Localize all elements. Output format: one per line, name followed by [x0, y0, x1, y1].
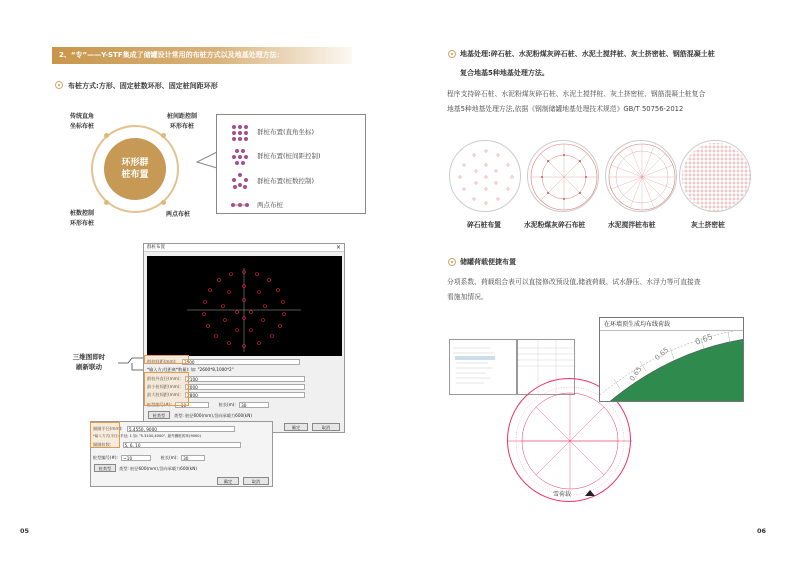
highlight-box	[144, 372, 189, 406]
load-value-label: 0.65	[653, 345, 671, 363]
bullet-icon	[448, 258, 456, 266]
foundation-text-line1: 程序支持碎石桩、水泥粉煤灰碎石桩、水泥土搅拌桩、灰土挤密桩、钢筋混凝土桩复合	[447, 90, 706, 98]
close-icon[interactable]: ×	[335, 244, 341, 251]
cfg-pile-thumbnail	[527, 140, 599, 212]
diagram-hub	[104, 138, 166, 200]
label-cartesian-layout: 传统直角 坐标布桩	[69, 113, 94, 130]
highlight-box	[144, 355, 189, 364]
load-text-line2: 看施加情况。	[447, 293, 488, 301]
triangle-up-icon[interactable]	[585, 490, 595, 496]
layout-section-title: 布桩方式:方形、固定桩数环形、固定桩间距环形	[68, 82, 218, 90]
pile-plan-drawing	[147, 256, 342, 356]
load-text-line1: 分项系数、荷载组合表可以直接修改预设值,储液荷载、试水静压、水浮力等可直接查	[447, 278, 701, 286]
caption-cfg-pile: 水泥粉煤灰碎石布桩	[524, 221, 586, 229]
field-label: 桩长(m):	[218, 402, 236, 407]
bullet-icon	[55, 81, 63, 89]
mixing-pile-drawing	[606, 141, 677, 212]
gravel-pile-thumbnail	[449, 140, 521, 212]
pile-type-text: 类型: 桩径600(mm),竖向承载力600(kN)	[119, 466, 197, 471]
field-label: 群桩间距(mm):	[147, 359, 177, 364]
bullet-icon	[448, 50, 456, 58]
sync-label: 三维图即时 刷新联动	[72, 353, 106, 371]
label-spacing-ring-layout: 桩间距控制 环形布桩	[166, 113, 197, 130]
foundation-section-title-line2: 复合地基5种地基处理方法。	[460, 69, 549, 77]
right-page	[397, 0, 793, 561]
pile-length-input[interactable]: 30	[239, 402, 269, 408]
callout-item: 两点布桩	[257, 201, 283, 209]
cancel-button[interactable]: 取消	[243, 477, 269, 485]
pile-no-input[interactable]: ~10	[175, 402, 209, 408]
caption-lime-soil-pile: 灰土挤密桩	[691, 221, 725, 229]
page-number: 06	[757, 527, 767, 535]
callout-pointer	[196, 150, 218, 170]
field-label: 圈圈桩数:	[93, 442, 112, 447]
sync-connector	[118, 355, 146, 373]
hub-text: 环形群 桩布置	[121, 158, 149, 180]
highlight-box	[90, 422, 120, 448]
ring-spacing-input[interactable]: 2500	[182, 359, 300, 365]
load-value-label: 0.65	[628, 365, 644, 383]
left-page	[0, 0, 396, 561]
pile-no-input[interactable]: ~10	[121, 455, 151, 461]
ring-load-callout	[599, 317, 744, 402]
ring-node	[104, 133, 109, 138]
pile-plan-canvas[interactable]	[147, 256, 342, 356]
page-number: 05	[20, 527, 30, 535]
ring-count-input[interactable]: 5, 6, 10	[123, 442, 241, 448]
caption-mixing-pile: 水泥搅拌桩布桩	[608, 221, 656, 229]
ring-radius-input[interactable]: 5.4550, 9000	[127, 426, 235, 432]
callout-item: 群桩布置(直角坐标)	[257, 128, 315, 136]
layout-options-callout	[216, 114, 366, 214]
foundation-section-title: 地基处理:碎石桩、水泥粉煤灰碎石桩、水泥土搅拌桩、灰土挤密桩、钢筋混凝土桩	[460, 50, 715, 58]
callout-item: 群桩布置(桩数控制)	[257, 177, 315, 185]
cfg-pile-drawing	[528, 141, 599, 212]
load-value-label: 0.65	[693, 332, 714, 347]
label-two-point-layout: 两点布桩	[165, 211, 190, 218]
ring-load-title: 在环墙顶生成均布线荷载	[600, 318, 743, 331]
ring-node	[161, 133, 166, 138]
form-row	[93, 454, 205, 461]
field-label: 最大桩间距(mm):	[147, 392, 181, 397]
pile-type-text: 类型: 桩径600(mm),竖向承载力600(kN)	[174, 413, 252, 418]
field-label: 桩型编号(#):	[93, 455, 118, 460]
pile-length-input[interactable]: 30	[181, 455, 205, 461]
ring-load-drawing	[600, 331, 744, 402]
caption-gravel-pile: 碎石桩布置	[467, 221, 501, 229]
cancel-button[interactable]: 取消	[312, 423, 340, 431]
outer-diameter-input[interactable]: 2100	[185, 376, 305, 382]
ok-button[interactable]: 确定	[284, 423, 308, 431]
field-label: 桩长(m):	[160, 455, 178, 460]
form-hint: *输入方式(半径: 半径; 1 如: "5.3100,4000", 最外圈桩的环(9000)	[93, 434, 201, 438]
callout-item: 群桩布置(桩间距控制)	[257, 152, 321, 160]
mixing-pile-thumbnail	[605, 140, 677, 212]
field-label: 圈圈半径(mm):	[93, 426, 123, 431]
field-label: 群桩外直径(mm):	[147, 376, 181, 381]
min-spacing-input[interactable]: 2000	[185, 384, 305, 390]
form-hint: *输入方式(距离*数量): 如: "2600*8,1000*2"	[147, 367, 234, 372]
pile-pattern-icons	[231, 123, 255, 211]
ring-node	[161, 200, 166, 205]
pile-type-button[interactable]: 桩类型	[94, 464, 116, 472]
label-count-ring-layout: 桩数控制 环形布桩	[69, 210, 94, 227]
dialog-title: 群桩布置	[144, 244, 344, 252]
section-banner: 2、“专”——Y-STF集成了储罐设计常用的布桩方式以及地基处理方法：	[52, 47, 352, 64]
field-label: 桩型编号(#):	[147, 402, 172, 407]
lime-soil-pile-thumbnail	[679, 140, 751, 212]
foundation-text-line2: 地基5种地基处理方法,依据《钢制储罐地基处理技术规范》GB/T 50756-2012	[447, 105, 684, 113]
snow-load-label: 雪荷载	[553, 491, 572, 498]
load-section-title: 储罐荷载便捷布置	[460, 258, 516, 266]
gravel-pile-drawing	[450, 141, 521, 212]
field-label: 最小桩间距(mm):	[147, 384, 181, 389]
lime-soil-pile-drawing	[680, 141, 751, 212]
load-settings-panel	[449, 339, 517, 395]
pile-type-button[interactable]: 桩类型	[148, 411, 170, 419]
max-spacing-input[interactable]: 2800	[185, 392, 305, 398]
ring-node	[104, 200, 109, 205]
ok-button[interactable]: 确定	[217, 477, 239, 485]
